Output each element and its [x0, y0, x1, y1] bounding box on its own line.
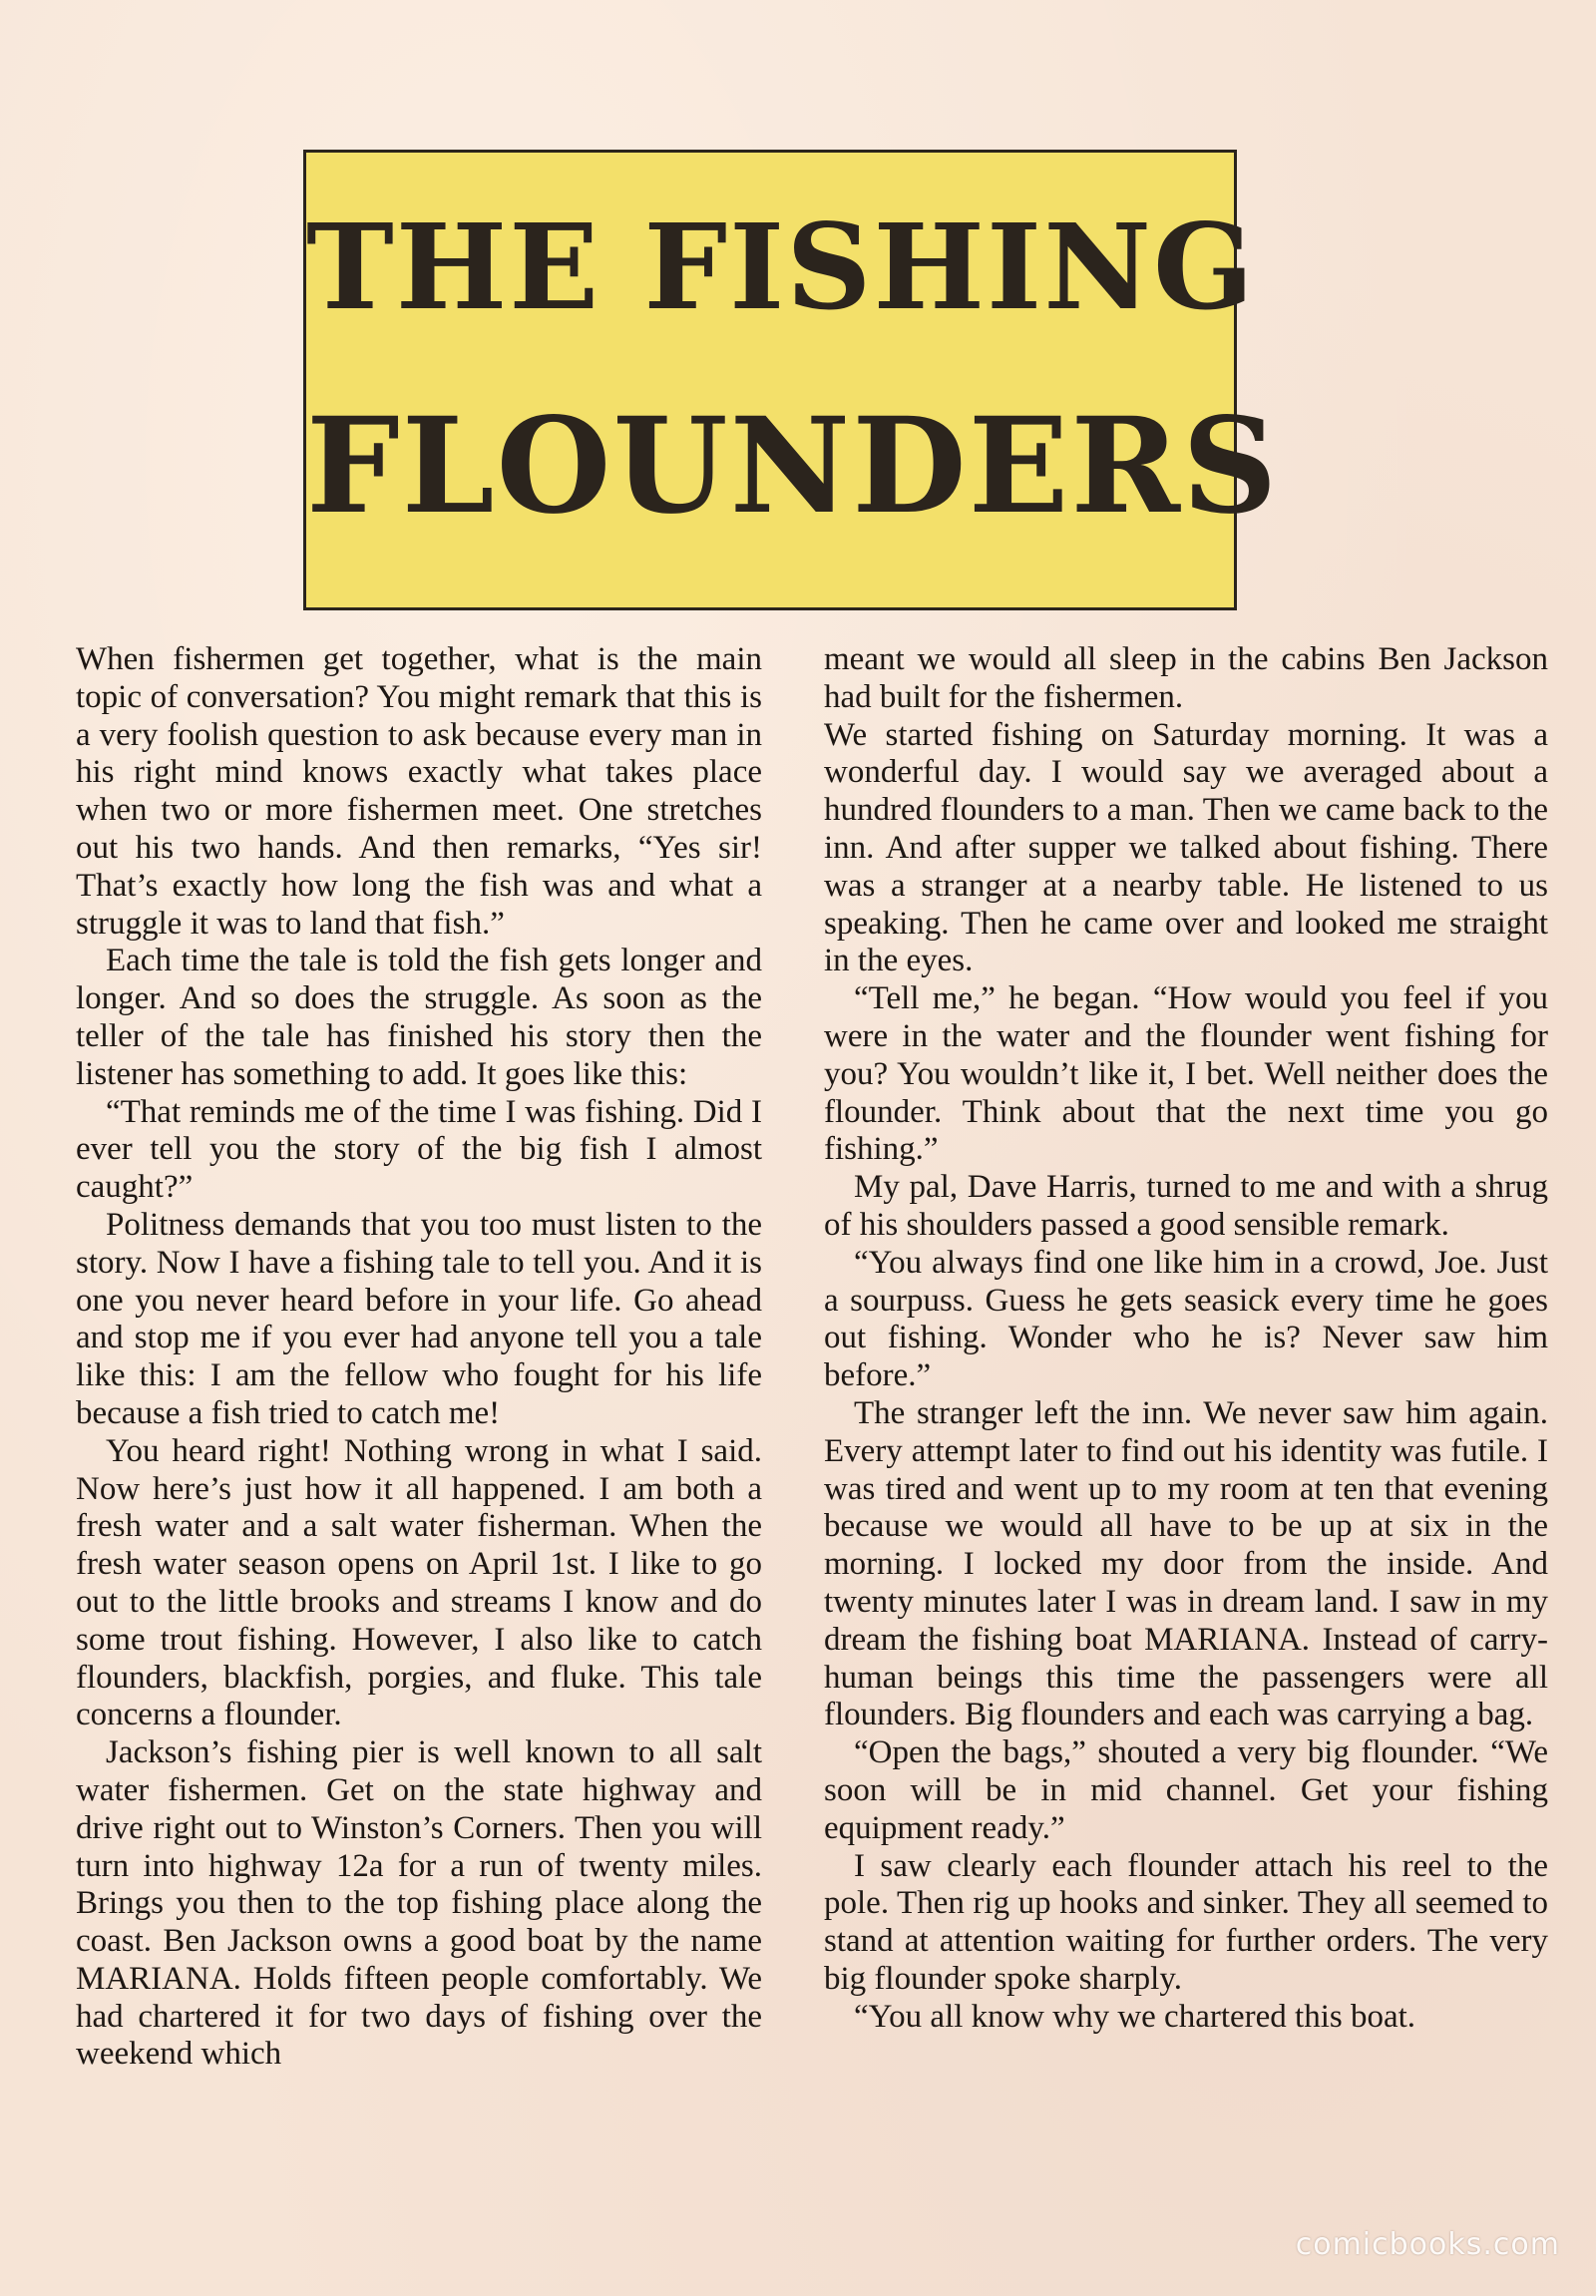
paragraph: The stranger left the inn. We never saw him again. Every attempt later to find out his identity was futile. I was tired and went up to my room at ten that evening because we would all have to be up at six in the morning. I locked my door from the inside. And twenty minutes later I was in dream land. I saw in my dream the fishing boat MARIANA. Instead of carry-human beings this time the passengers were all flounders. Big flounders and each was carrying a bag.: [824, 1394, 1548, 1733]
paragraph: “Open the bags,” shouted a very big flounder. “We soon will be in mid channel. Get your fishing equipment ready.”: [824, 1734, 1548, 1846]
paragraph: “Tell me,” he began. “How would you feel if you were in the water and the flounder went fishing for you? You wouldn’t like it, I bet. Well neither does the flounder. Think about that the next time you go fishing.”: [824, 980, 1548, 1168]
paragraph: meant we would all sleep in the cabins Ben Jackson had built for the fishermen.: [824, 641, 1548, 715]
title-box: [303, 150, 1280, 610]
paragraph: My pal, Dave Harris, turned to me and with a shrug of his shoulders passed a good sensible remark.: [824, 1169, 1548, 1243]
paragraph: “You always find one like him in a crowd, Joe. Just a sourpuss. Guess he gets seasick every time he goes out fishing. Wonder who he is? Never saw him before.”: [824, 1244, 1548, 1394]
right-text-column: [824, 641, 1548, 2036]
paragraph: Jackson’s fishing pier is well known to all salt water fishermen. Get on the state highway and drive right out to Winston’s Corners. Then you will turn into highway 12a for a run of twenty miles. Brings you then to the top fishing place along the coast. Ben Jackson owns a good boat by the name MARIANA. Holds fifteen people comfortably. We had chartered it for two days of fishing over the weekend which: [76, 1734, 762, 2073]
title-line-1: THE FISHING: [306, 197, 1256, 336]
site-watermark: comicbooks.com: [1295, 2227, 1560, 2262]
paragraph: When fishermen get together, what is the main topic of conversation? You might remark that this is a very foolish question to ask because every man in his right mind knows exactly what takes place when two or more fishermen meet. One stretches out his two hands. And then remarks, “Yes sir! That’s exactly how long the fish was and what a struggle it was to land that fish.”: [76, 641, 762, 942]
paragraph: You heard right! Nothing wrong in what I said. Now here’s just how it all happened. I am both a fresh water and a salt water fisherman. When the fresh water season opens on April 1st. I like to go out to the little brooks and streams I know and do some trout fishing. However, I also like to catch flounders, blackfish, porgies, and fluke. This tale concerns a flounder.: [76, 1432, 762, 1733]
title-line-2: FLOUNDERS: [306, 389, 1280, 544]
paragraph: Each time the tale is told the fish gets longer and longer. And so does the struggle. As soon as the teller of the tale has finished his story then the listener has something to add. It goes like this:: [76, 943, 762, 1092]
paragraph: We started fishing on Saturday morning. It was a wonderful day. I would say we averaged about a hundred flounders to a man. Then we came back to the inn. And after supper we talked about fishing. There was a stranger at a nearby table. He listened to us speaking. Then he came over and looked me straight in the eyes.: [824, 716, 1548, 979]
paragraph: “That reminds me of the time I was fishing. Did I ever tell you the story of the big fish I almost caught?”: [76, 1093, 762, 1206]
paragraph: “You all know why we chartered this boat.: [854, 1998, 1416, 2035]
left-text-column: [76, 641, 762, 2074]
paragraph: Politness demands that you too must listen to the story. Now I have a fishing tale to tell you. And it is one you never heard before in your life. Go ahead and stop me if you ever had anyone tell you a tale like this: I am the fellow who fought for his life because a fish tried to catch me!: [76, 1206, 762, 1431]
paragraph: I saw clearly each flounder attach his reel to the pole. Then rig up hooks and sinker. They all seemed to stand at attention waiting for further orders. The very big flounder spoke sharply.: [824, 1847, 1548, 1997]
